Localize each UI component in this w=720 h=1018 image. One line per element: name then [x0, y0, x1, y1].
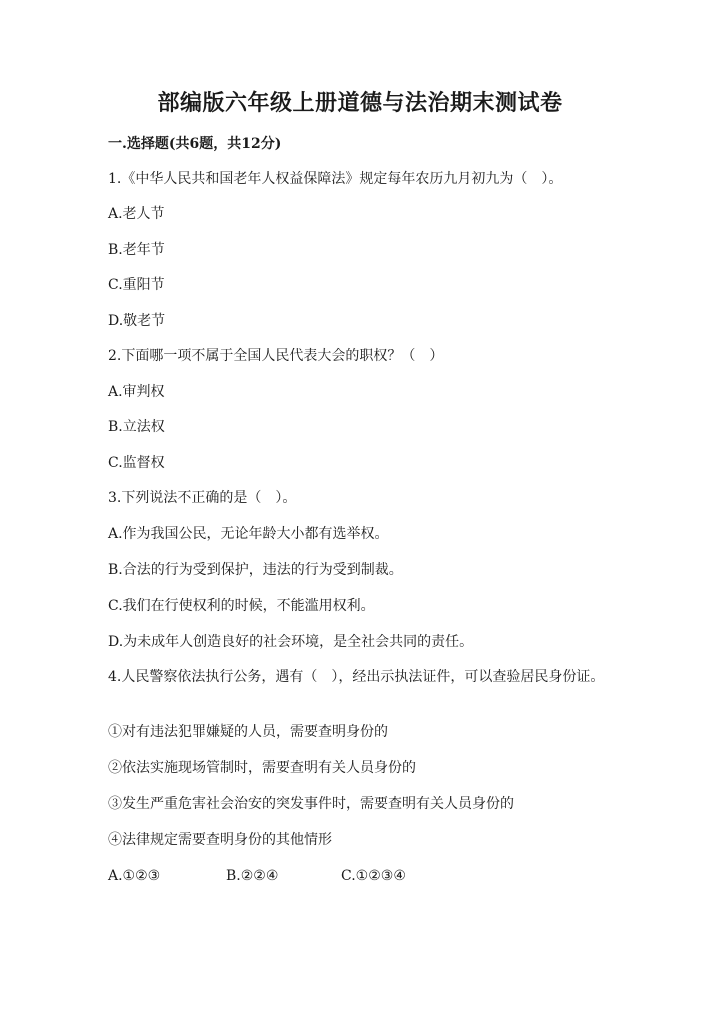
question-2-option-a: A.审判权: [108, 384, 165, 400]
question-1-option-d: D.敬老节: [108, 313, 166, 329]
question-1-option-c: C.重阳节: [108, 277, 165, 293]
question-2-stem: 2.下面哪一项不属于全国人民代表大会的职权？（ ）: [108, 348, 444, 364]
question-4-option-a: A.①②③: [108, 868, 161, 884]
question-2-option-c: C.监督权: [108, 455, 165, 471]
question-1-option-a: A.老人节: [108, 206, 165, 222]
question-2-option-b: B.立法权: [108, 419, 165, 435]
question-3-option-c: C.我们在行使权利的时候，不能滥用权利。: [108, 598, 375, 614]
question-4-statement-3: ③发生严重危害社会治安的突发事件时，需要查明有关人员身份的: [108, 796, 514, 812]
section-heading: 一.选择题(共6题，共12分): [108, 136, 282, 152]
question-4-option-b: B.②②④: [226, 868, 279, 884]
question-4-option-c: C.①②③④: [341, 868, 406, 884]
question-1-option-b: B.老年节: [108, 242, 165, 258]
question-3-option-a: A.作为我国公民，无论年龄大小都有选举权。: [108, 526, 389, 542]
question-3-option-d: D.为未成年人创造良好的社会环境，是全社会共同的责任。: [108, 634, 474, 650]
question-3-stem: 3.下列说法不正确的是（ ）。: [108, 490, 297, 506]
question-4-statement-1: ①对有违法犯罪嫌疑的人员，需要查明身份的: [108, 724, 388, 740]
question-4-statement-4: ④法律规定需要查明身份的其他情形: [108, 832, 332, 848]
question-4-statement-2: ②依法实施现场管制时，需要查明有关人员身份的: [108, 760, 416, 776]
question-1-stem: 1.《中华人民共和国老年人权益保障法》规定每年农历九月初九为（ ）。: [108, 171, 563, 187]
question-4-options: [108, 866, 406, 886]
question-4-stem: 4.人民警察依法执行公务，遇有（ ），经出示执法证件，可以查验居民身份证。: [108, 669, 605, 685]
question-3-option-b: B.合法的行为受到保护，违法的行为受到制裁。: [108, 562, 403, 578]
exam-title: 部编版六年级上册道德与法治期末测试卷: [157, 90, 563, 116]
